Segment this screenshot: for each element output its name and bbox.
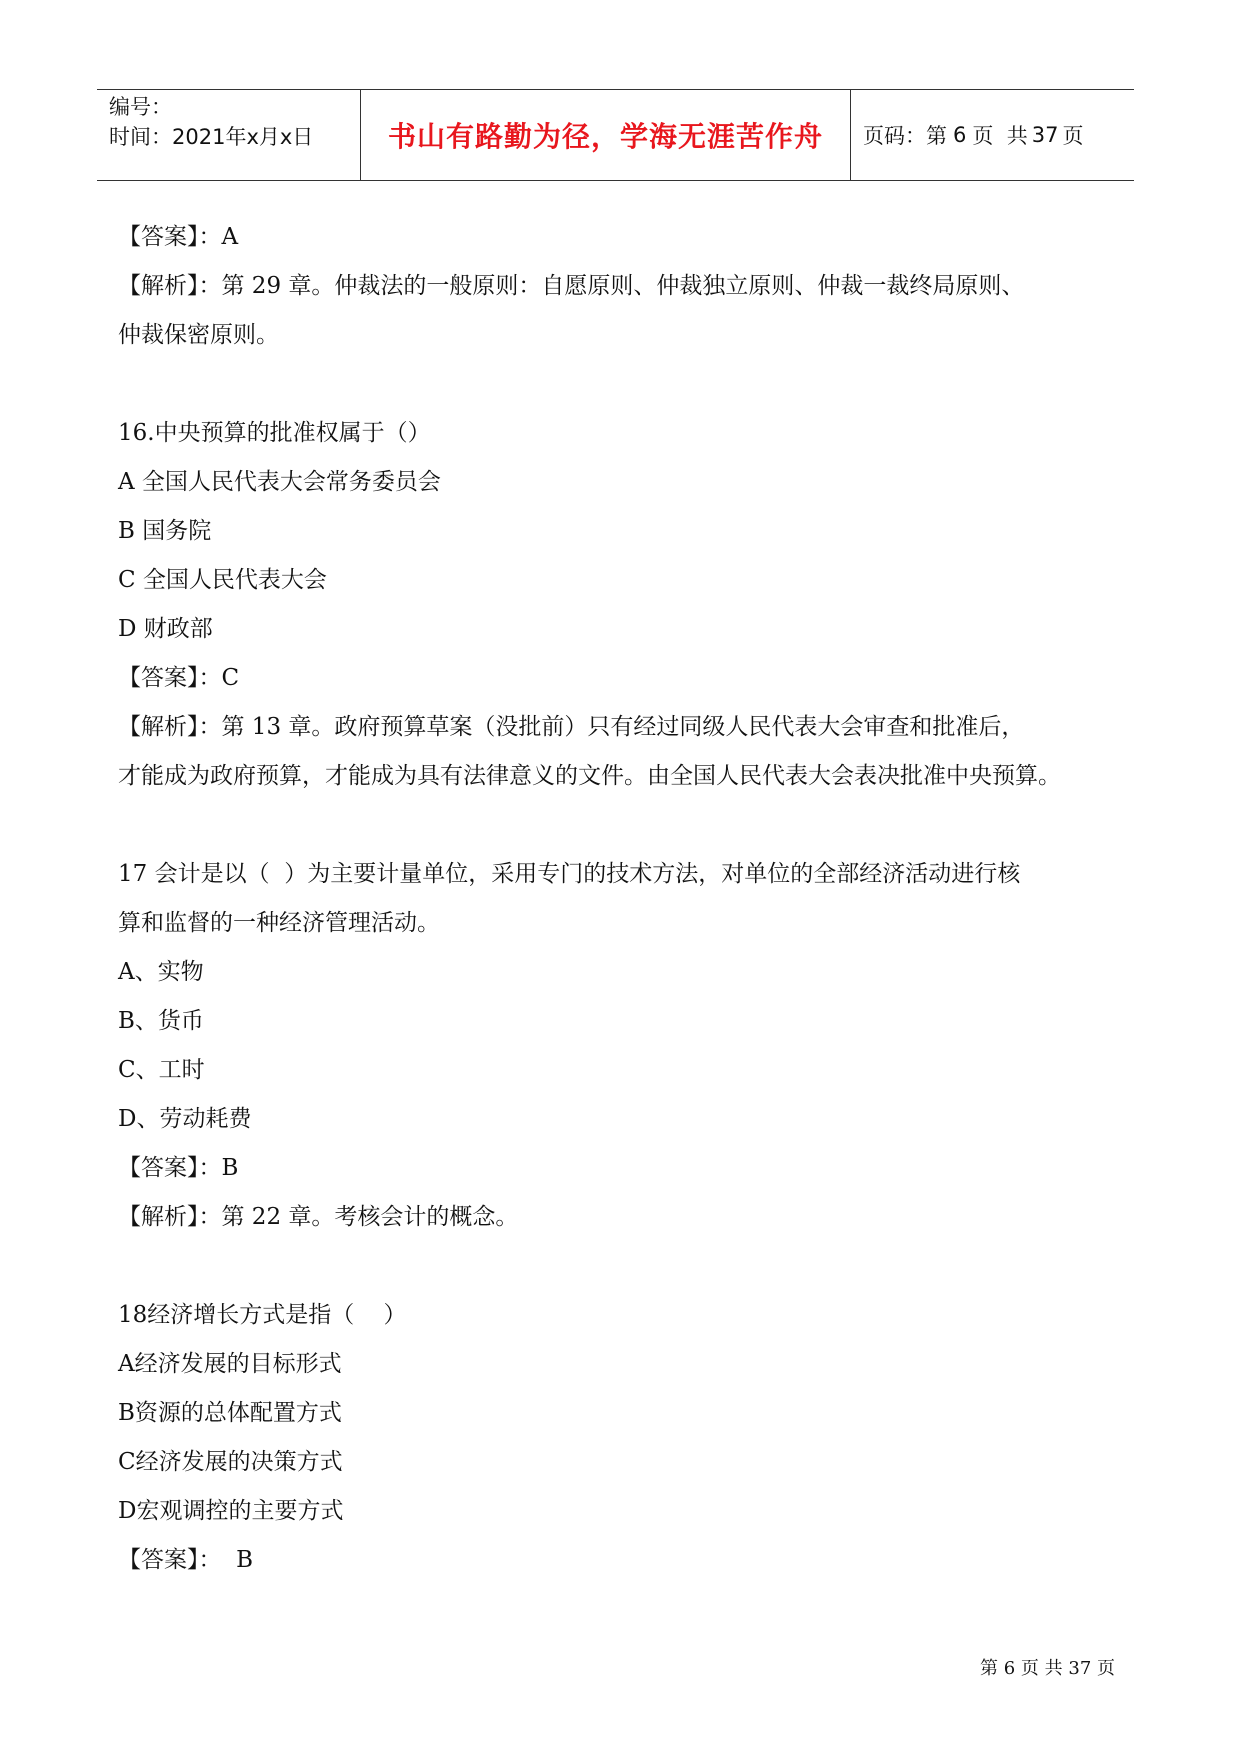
header-date: 时间：2021年x月x日 [109,125,314,149]
option-a: A经济发展的目标形式 [118,1351,342,1377]
option-a: A、实物 [118,959,204,985]
page-mid: 页 共 [972,124,1028,148]
header-meta [97,90,361,180]
option-d: D 财政部 [118,616,213,642]
option-d: D宏观调控的主要方式 [118,1498,344,1524]
option-d: D、劳动耗费 [118,1106,252,1132]
spacer [118,801,1118,850]
option-c: C经济发展的决策方式 [118,1449,343,1475]
page-header [97,89,1134,181]
page-suffix: 页 [1062,124,1084,148]
option-c: C 全国人民代表大会 [118,567,327,593]
page-current: 6 [953,123,967,147]
explanation-line: 【解析】：第 22 章。考核会计的概念。 [118,1204,519,1230]
page-prefix: 页码：第 [863,124,947,148]
question-17: 17 会计是以（ ）为主要计量单位，采用专门的技术方法，对单位的全部经济活动进行核 [118,861,1021,887]
header-id-label: 编号： [109,95,172,119]
page-footer: 第 6 页 共 37 页 [980,1658,1115,1679]
explanation-line: 才能成为政府预算，才能成为具有法律意义的文件。由全国人民代表大会表决批准中央预算。 [118,763,1061,789]
header-motto: 书山有路勤为径，学海无涯苦作舟 [361,90,851,180]
document-body [118,213,1118,1585]
header-page-number [851,90,1134,180]
page-total: 37 [1031,123,1059,147]
explanation-line: 仲裁保密原则。 [118,322,279,348]
option-a: A 全国人民代表大会常务委员会 [118,469,441,495]
question-16: 16.中央预算的批准权属于（） [118,420,431,446]
option-b: B、货币 [118,1008,204,1034]
option-b: B 国务院 [118,518,212,544]
explanation-line: 【解析】：第 29 章。仲裁法的一般原则：自愿原则、仲裁独立原则、仲裁一裁终局原则、 [118,273,1025,299]
option-b: B资源的总体配置方式 [118,1400,342,1426]
question-17-cont: 算和监督的一种经济管理活动。 [118,910,440,936]
spacer [118,360,1118,409]
question-18: 18经济增长方式是指（ ） [118,1302,407,1328]
answer-line: 【答案】：B [118,1155,239,1181]
answer-line: 【答案】：C [118,665,240,691]
spacer [118,1242,1118,1291]
option-c: C、工时 [118,1057,205,1083]
answer-line: 【答案】：A [118,224,239,250]
answer-line: 【答案】： B [118,1547,254,1573]
explanation-line: 【解析】：第 13 章。政府预算草案（没批前）只有经过同级人民代表大会审查和批准后， [118,714,1025,740]
